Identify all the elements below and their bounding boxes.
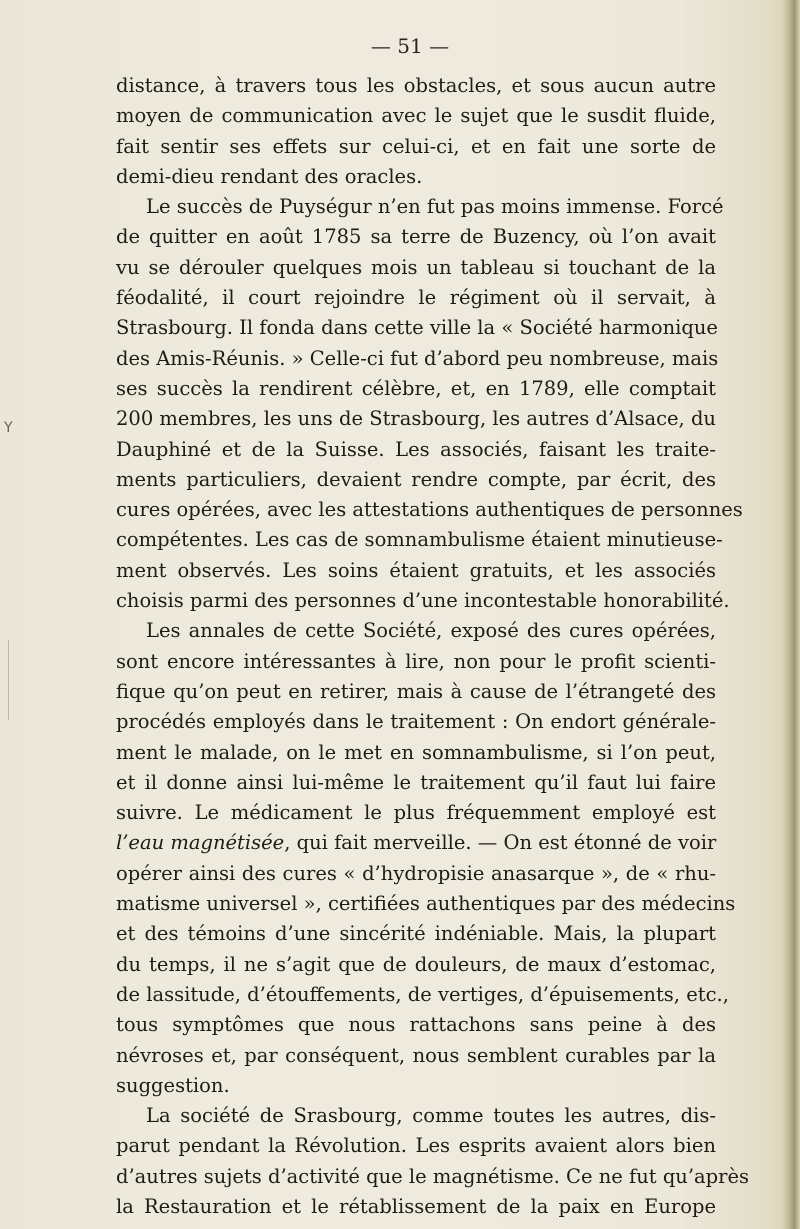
text-line: et il donne ainsi lui-même le traitement qu’il faut lui faire [116,770,716,794]
paragraph-first-line: La société de Srasbourg, comme toutes les autres, dis- [146,1104,716,1128]
italic-phrase: l’eau magnétisée [116,831,285,855]
text-line: parut pendant la Révolution. Les esprits avaient alors bien [116,1134,716,1158]
text-line: 200 membres, les uns de Strasbourg, les autres d’Alsace, du [116,407,716,431]
text-line: vu se dérouler quelques mois un tableau si touchant de la [116,255,716,279]
text-line: des Amis-Réunis. » Celle-ci fut d’abord peu nombreuse, mais [116,346,719,370]
text-line: choisis parmi des personnes d’une incontestable honorabilité. [116,589,730,613]
paragraph-first-line: Le succès de Puységur n’en fut pas moins immense. Forcé [146,195,724,219]
text-line: procédés employés dans le traitement : On endort générale- [116,710,716,734]
text-span: , qui fait merveille. — On est étonné de voir [284,831,717,855]
text-line [116,828,716,858]
text-line: la Restauration et le rétablissement de la paix en Europe [116,1194,716,1218]
text-line: ses succès la rendirent célèbre, et, en 1789, elle comptait [116,376,716,400]
text-line: Strasbourg. Il fonda dans cette ville la « Société harmonique [116,316,718,340]
text-line: moyen de communication avec le sujet que le susdit fluide, [116,104,716,128]
margin-rule [8,640,9,720]
text-line: tous symptômes que nous rattachons sans peine à des [116,1013,716,1037]
text-line: fique qu’on peut en retirer, mais à cause de l’étrangeté des [116,679,716,703]
text-line: sont encore intéressantes à lire, non pour le profit scienti- [116,649,716,673]
text-line: névroses et, par conséquent, nous semblent curables par la [116,1043,716,1067]
margin-mark: Y [4,420,13,436]
text-line: ment le malade, on le met en somnambulisme, si l’on peut, [116,740,716,764]
text-line: Dauphiné et de la Suisse. Les associés, faisant les traite- [116,437,716,461]
text-line: et des témoins d’une sincérité indéniable. Mais, la plupart [116,922,716,946]
text-line: compétentes. Les cas de somnambulisme étaient minutieuse- [116,528,723,552]
text-line: opérer ainsi des cures « d’hydropisie anasarque », de « rhu- [116,861,716,885]
text-line: cures opérées, avec les attestations authentiques de personnes [116,498,743,522]
text-line: suggestion. [116,1073,230,1097]
text-line: de lassitude, d’étouffements, de vertiges, d’épuisements, etc., [116,982,729,1006]
text-line: fait sentir ses effets sur celui-ci, et en fait une sorte de [116,134,716,158]
text-line: ments particuliers, devaient rendre compte, par écrit, des [116,467,716,491]
text-line: d’autres sujets d’activité que le magnétisme. Ce ne fut qu’après [116,1164,750,1188]
text-line: du temps, il ne s’agit que de douleurs, de maux d’estomac, [116,952,716,976]
text-line: distance, à travers tous les obstacles, et sous aucun autre [116,74,716,97]
paragraph-first-line: Les annales de cette Société, exposé des cures opérées, [146,619,716,643]
text-line: demi-dieu rendant des oracles. [116,164,423,188]
page-number: — 51 — [370,34,450,58]
body-text [116,71,750,1222]
text-line: féodalité, il court rejoindre le régiment où il servait, à [116,286,716,310]
page-edge-shadow [782,0,800,1229]
text-line: ment observés. Les soins étaient gratuits, et les associés [116,558,716,582]
text-line: matisme universel », certifiées authentiques par des médecins [116,892,736,916]
text-line: suivre. Le médicament le plus fréquemment employé est [116,801,716,825]
text-line: de quitter en août 1785 sa terre de Buzency, où l’on avait [116,225,716,249]
